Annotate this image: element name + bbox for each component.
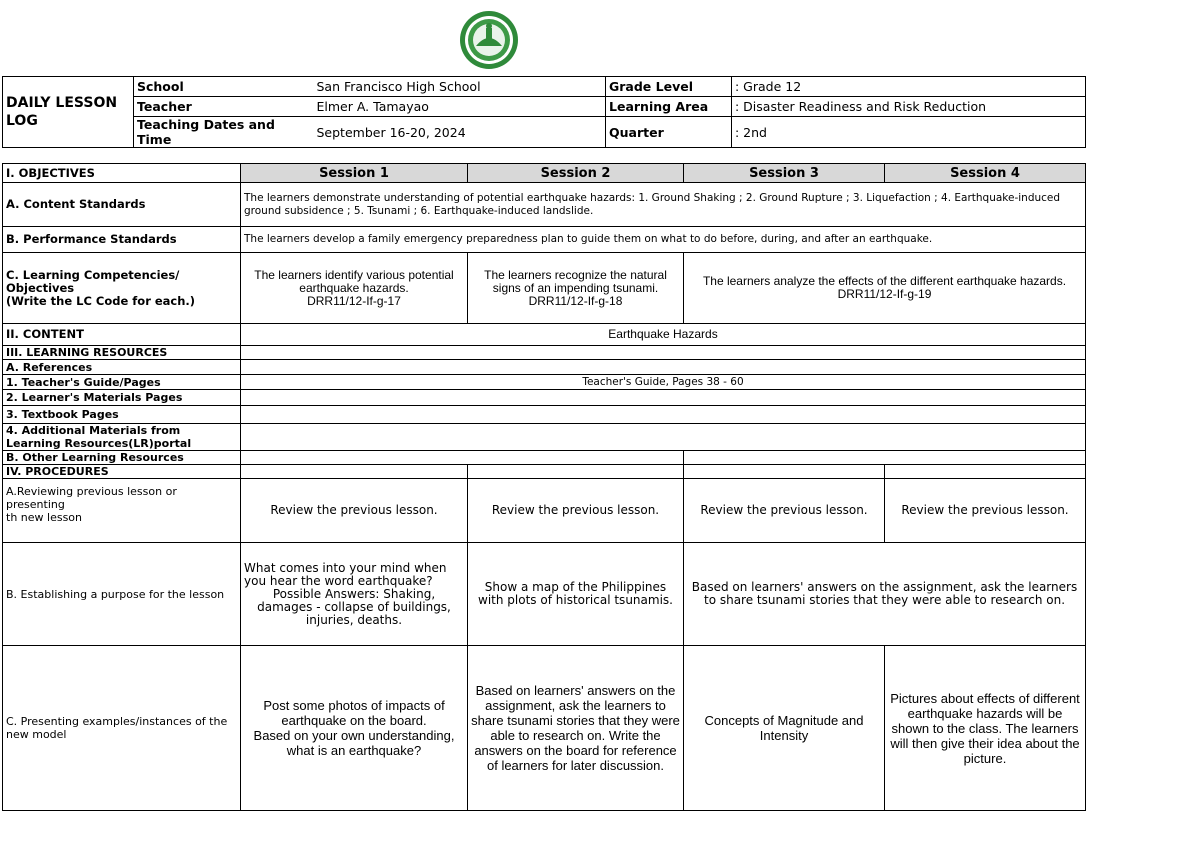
teachers-guide-label: 1. Teacher's Guide/Pages (3, 375, 241, 390)
competency-session-1: The learners identify various potential earthquake hazards. DRR11/12-If-g-17 (241, 253, 468, 324)
procedure-b-label: B. Establishing a purpose for the lesson (3, 543, 241, 646)
objectives-heading: I. OBJECTIVES (3, 164, 241, 183)
procedures-empty-1 (241, 465, 468, 479)
procedures-empty-4 (885, 465, 1086, 479)
learners-materials-empty (241, 390, 1086, 406)
content-standards-text: The learners demonstrate understanding of potential earthquake hazards: 1. Ground Shaking ; 2. Ground Rupture ; 3. Liquefaction ; 4. Earthquake-induced ground subsidence ; 5. Tsunami ; 6. Earthquake-induced landslide. (241, 183, 1086, 227)
procedure-c-session-1: Post some photos of impacts of earthquake on the board. Based on your own understanding, what is an earthquake? (241, 646, 468, 811)
procedure-a-session-4: Review the previous lesson. (885, 479, 1086, 543)
school-seal-logo (458, 10, 520, 70)
textbook-empty (241, 406, 1086, 424)
additional-materials-label: 4. Additional Materials from Learning Resources(LR)portal (3, 424, 241, 451)
quarter-label: Quarter (606, 117, 732, 148)
school-value: San Francisco High School (314, 77, 606, 97)
competency-session-3-4: The learners analyze the effects of the different earthquake hazards. DRR11/12-If-g-19 (684, 253, 1086, 324)
procedure-c-session-4: Pictures about effects of different earthquake hazards will be shown to the class. The learners will then give their idea about the picture. (885, 646, 1086, 811)
procedures-heading: IV. PROCEDURES (3, 465, 241, 479)
other-resources-label: B. Other Learning Resources (3, 451, 241, 465)
lesson-log-table (2, 163, 1086, 811)
lesson-log-header (2, 76, 1086, 148)
procedure-a-label: A.Reviewing previous lesson or presenting th new lesson (3, 479, 241, 543)
content-label: II. CONTENT (3, 324, 241, 346)
teacher-value: Elmer A. Tamayao (314, 97, 606, 117)
procedure-c-session-3: Concepts of Magnitude and Intensity (684, 646, 885, 811)
procedures-empty-3 (684, 465, 885, 479)
teaching-dates-label: Teaching Dates and Time (134, 117, 314, 148)
school-label: School (134, 77, 314, 97)
competencies-label: C. Learning Competencies/ Objectives (Write the LC Code for each.) (3, 253, 241, 324)
learning-area-value: : Disaster Readiness and Risk Reduction (732, 97, 1086, 117)
session-4-header: Session 4 (885, 164, 1086, 183)
procedure-b-session-3-4: Based on learners' answers on the assignment, ask the learners to share tsunami stories that they were able to research on. (684, 543, 1086, 646)
procedure-a-session-2: Review the previous lesson. (468, 479, 684, 543)
procedure-c-session-2: Based on learners' answers on the assignment, ask the learners to share tsunami stories that they were able to research on. Write the answers on the board for reference of learners for later discussion. (468, 646, 684, 811)
session-1-header: Session 1 (241, 164, 468, 183)
content-standards-label: A. Content Standards (3, 183, 241, 227)
teaching-dates-value: September 16-20, 2024 (314, 117, 606, 148)
procedure-b-session-2: Show a map of the Philippines with plots of historical tsunamis. (468, 543, 684, 646)
performance-standards-label: B. Performance Standards (3, 227, 241, 253)
daily-lesson-log-title: DAILY LESSON LOG (3, 77, 134, 148)
procedure-c-label: C. Presenting examples/instances of the new model (3, 646, 241, 811)
procedure-a-session-1: Review the previous lesson. (241, 479, 468, 543)
learning-resources-empty (241, 346, 1086, 360)
additional-materials-empty (241, 424, 1086, 451)
other-resources-empty-a (241, 451, 684, 465)
other-resources-empty-b (684, 451, 1086, 465)
procedure-b-session-1: What comes into your mind when you hear the word earthquake? Possible Answers: Shaking, damages - collapse of buildings, injuries, deaths. (241, 543, 468, 646)
teacher-label: Teacher (134, 97, 314, 117)
procedures-empty-2 (468, 465, 684, 479)
references-label: A. References (3, 360, 241, 375)
competency-session-2: The learners recognize the natural signs of an impending tsunami. DRR11/12-If-g-18 (468, 253, 684, 324)
content-value: Earthquake Hazards (241, 324, 1086, 346)
performance-standards-text: The learners develop a family emergency preparedness plan to guide them on what to do before, during, and after an earthquake. (241, 227, 1086, 253)
procedure-a-session-3: Review the previous lesson. (684, 479, 885, 543)
grade-level-value: : Grade 12 (732, 77, 1086, 97)
session-3-header: Session 3 (684, 164, 885, 183)
learning-area-label: Learning Area (606, 97, 732, 117)
learning-resources-heading: III. LEARNING RESOURCES (3, 346, 241, 360)
references-empty (241, 360, 1086, 375)
learners-materials-label: 2. Learner's Materials Pages (3, 390, 241, 406)
textbook-label: 3. Textbook Pages (3, 406, 241, 424)
teachers-guide-value: Teacher's Guide, Pages 38 - 60 (241, 375, 1086, 390)
quarter-value: : 2nd (732, 117, 1086, 148)
session-2-header: Session 2 (468, 164, 684, 183)
grade-level-label: Grade Level (606, 77, 732, 97)
